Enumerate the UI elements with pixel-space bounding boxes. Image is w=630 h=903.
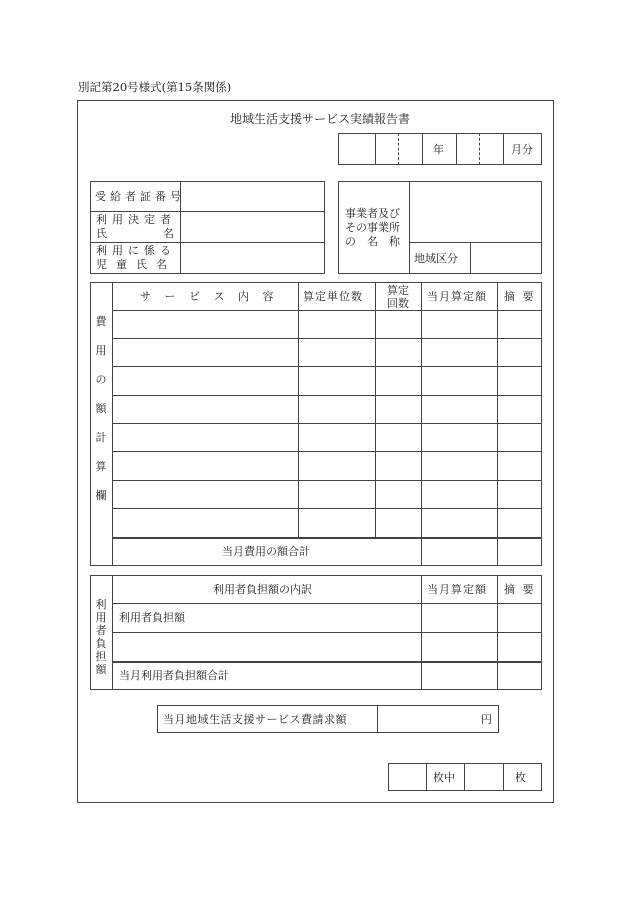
col-count-header-2: 回数 (387, 297, 409, 310)
page-of-label: 枚中 (433, 771, 455, 784)
cost-table (90, 282, 542, 566)
cert-no-label: 受給者証番号 (95, 190, 185, 203)
year-label: 年 (433, 143, 444, 156)
form-reference: 別記第20号様式(第15条関係) (78, 80, 232, 94)
provider-label-2: その事業所 (345, 221, 400, 234)
area-field[interactable] (471, 243, 541, 273)
month-label: 月分 (511, 143, 533, 156)
col-note-header: 摘 要 (504, 290, 536, 303)
claim-label: 当月地域生活支援サービス費請求額 (163, 713, 347, 726)
claim-unit: 円 (481, 713, 492, 726)
form-title: 地域生活支援サービス実績報告書 (230, 112, 411, 126)
decider-name-field[interactable] (181, 212, 324, 242)
col-units-header: 算定単位数 (303, 290, 363, 303)
cost-side-label: 費 用 の 額 計 算 欄 (95, 315, 107, 502)
provider-label-1: 事業者及び (345, 207, 400, 220)
child-name-label: 利用に係る (96, 244, 176, 257)
decider-name-label: 利用決定者 (96, 213, 176, 226)
burden-breakdown-header: 利用者負担額の内訳 (213, 583, 312, 596)
child-name-field[interactable] (181, 243, 324, 273)
area-label: 地域区分 (414, 252, 458, 265)
provider-name-field[interactable] (410, 182, 541, 242)
provider-label-3: の 名 称 (345, 235, 400, 248)
burden-month-header: 当月算定額 (427, 583, 487, 596)
cost-total-label: 当月費用の額合計 (222, 545, 310, 558)
claim-amount-field[interactable] (378, 706, 478, 732)
cert-no-field[interactable] (181, 182, 324, 211)
decider-name-label-2b: 名 (163, 227, 174, 240)
burden-total-label: 当月利用者負担額合計 (119, 669, 229, 682)
col-count-header-1: 算定 (387, 284, 409, 297)
burden-side-label: 利 用 者 負 担 額 (95, 598, 107, 676)
burden-note-header: 摘 要 (504, 583, 536, 596)
page-sheet-label: 枚 (515, 771, 526, 784)
col-month-header: 当月算定額 (427, 290, 487, 303)
decider-name-label-2a: 氏 (96, 227, 107, 240)
col-service-header: サ ー ビ ス 内 容 (140, 290, 279, 303)
burden-row-label: 利用者負担額 (119, 611, 185, 624)
child-name-label-2: 児童氏名 (96, 258, 176, 271)
